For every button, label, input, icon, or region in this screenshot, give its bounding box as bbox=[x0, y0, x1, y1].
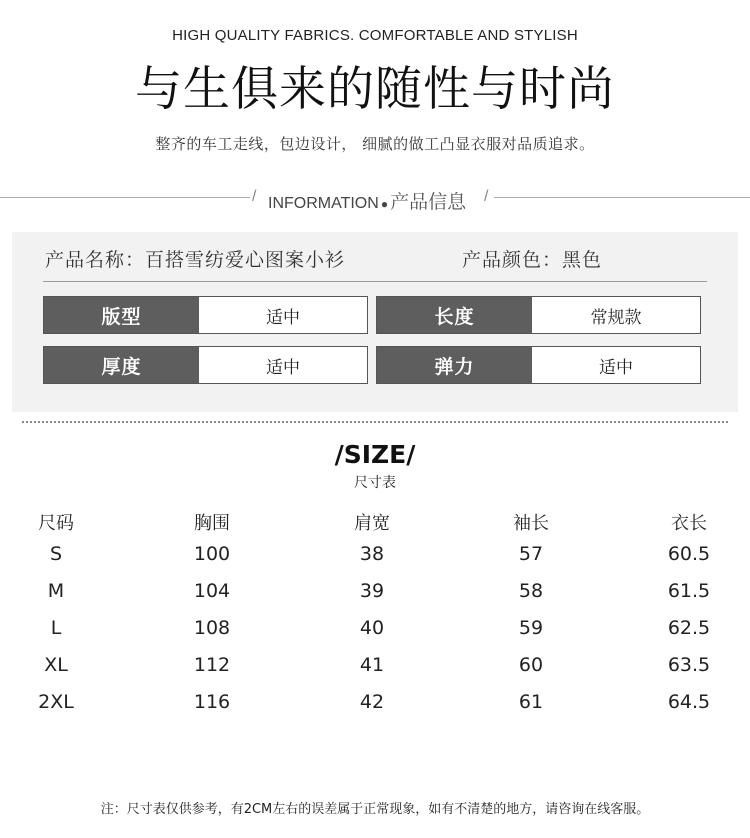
size-table-cell: 63.5 bbox=[667, 654, 711, 676]
size-table-cell: 42 bbox=[359, 691, 385, 713]
size-subtitle: 尺寸表 bbox=[354, 475, 396, 491]
size-table-cell: 59 bbox=[518, 617, 544, 639]
attribute-fit bbox=[43, 296, 368, 334]
dotted-divider bbox=[22, 421, 728, 423]
size-column-header: 衣长 bbox=[671, 513, 707, 534]
bullet-dot-icon: ● bbox=[380, 196, 389, 211]
product-name-label: 产品名称： bbox=[45, 249, 146, 271]
tagline-english: HIGH QUALITY FABRICS. COMFORTABLE AND STYLISH bbox=[172, 27, 578, 44]
attribute-value: 适中 bbox=[199, 297, 367, 333]
size-table-cell: 40 bbox=[359, 617, 385, 639]
size-table-cell: 2XL bbox=[38, 691, 74, 713]
size-table-cell: 108 bbox=[193, 617, 231, 639]
footer-note: 注：尺寸表仅供参考，有2CM左右的误差属于正常现象，如有不清楚的地方，请咨询在线客服。 bbox=[100, 802, 650, 817]
information-label bbox=[268, 187, 466, 214]
product-color bbox=[462, 245, 602, 272]
size-table-cell: 57 bbox=[518, 543, 544, 565]
size-table-cell: 61.5 bbox=[667, 580, 711, 602]
size-table-cell: 60.5 bbox=[667, 543, 711, 565]
size-table-cell: 104 bbox=[193, 580, 231, 602]
attribute-elasticity bbox=[376, 346, 701, 384]
size-table-cell: S bbox=[49, 543, 63, 565]
size-column-header: 胸围 bbox=[194, 513, 230, 534]
divider-line-left bbox=[0, 197, 250, 198]
size-table-cell: 61 bbox=[518, 691, 544, 713]
size-table-cell: 100 bbox=[193, 543, 231, 565]
attribute-value: 适中 bbox=[532, 347, 700, 383]
attribute-key: 弹力 bbox=[377, 347, 532, 383]
product-name-value: 百搭雪纺爱心图案小衫 bbox=[145, 249, 346, 271]
size-table-cell: M bbox=[47, 580, 65, 602]
divider-line-right bbox=[494, 197, 750, 198]
attribute-length bbox=[376, 296, 701, 334]
attribute-value: 适中 bbox=[199, 347, 367, 383]
attribute-key: 厚度 bbox=[44, 347, 199, 383]
size-table-cell: 64.5 bbox=[667, 691, 711, 713]
panel-rule bbox=[43, 281, 707, 282]
headline: 与生俱来的随性与时尚 bbox=[135, 62, 615, 117]
attribute-value: 常规款 bbox=[532, 297, 700, 333]
size-table-cell: 38 bbox=[359, 543, 385, 565]
divider-slash-right: / bbox=[484, 188, 489, 205]
subtitle: 整齐的车工走线，包边设计， 细腻的做工凸显衣服对品质追求。 bbox=[155, 135, 595, 153]
divider-slash-left: / bbox=[252, 188, 257, 205]
size-column-header: 尺码 bbox=[38, 513, 74, 534]
product-color-value: 黑色 bbox=[562, 249, 603, 271]
information-label-cn: 产品信息 bbox=[390, 191, 467, 213]
size-table-cell: 60 bbox=[518, 654, 544, 676]
size-table-cell: 39 bbox=[359, 580, 385, 602]
attribute-key: 版型 bbox=[44, 297, 199, 333]
information-divider bbox=[0, 185, 750, 215]
information-label-en: INFORMATION bbox=[268, 195, 379, 212]
product-color-label: 产品颜色： bbox=[462, 249, 563, 271]
size-title: /SIZE/ bbox=[334, 440, 416, 469]
size-table-cell: 62.5 bbox=[667, 617, 711, 639]
size-table-cell: 41 bbox=[359, 654, 385, 676]
attribute-thickness bbox=[43, 346, 368, 384]
size-table-cell: 58 bbox=[518, 580, 544, 602]
size-column-header: 袖长 bbox=[513, 513, 549, 534]
size-table-cell: L bbox=[50, 617, 62, 639]
size-table-cell: 116 bbox=[193, 691, 231, 713]
size-column-header: 肩宽 bbox=[354, 513, 390, 534]
attribute-key: 长度 bbox=[377, 297, 532, 333]
size-table-cell: 112 bbox=[193, 654, 231, 676]
size-table-cell: XL bbox=[44, 654, 68, 676]
product-name bbox=[45, 245, 345, 272]
